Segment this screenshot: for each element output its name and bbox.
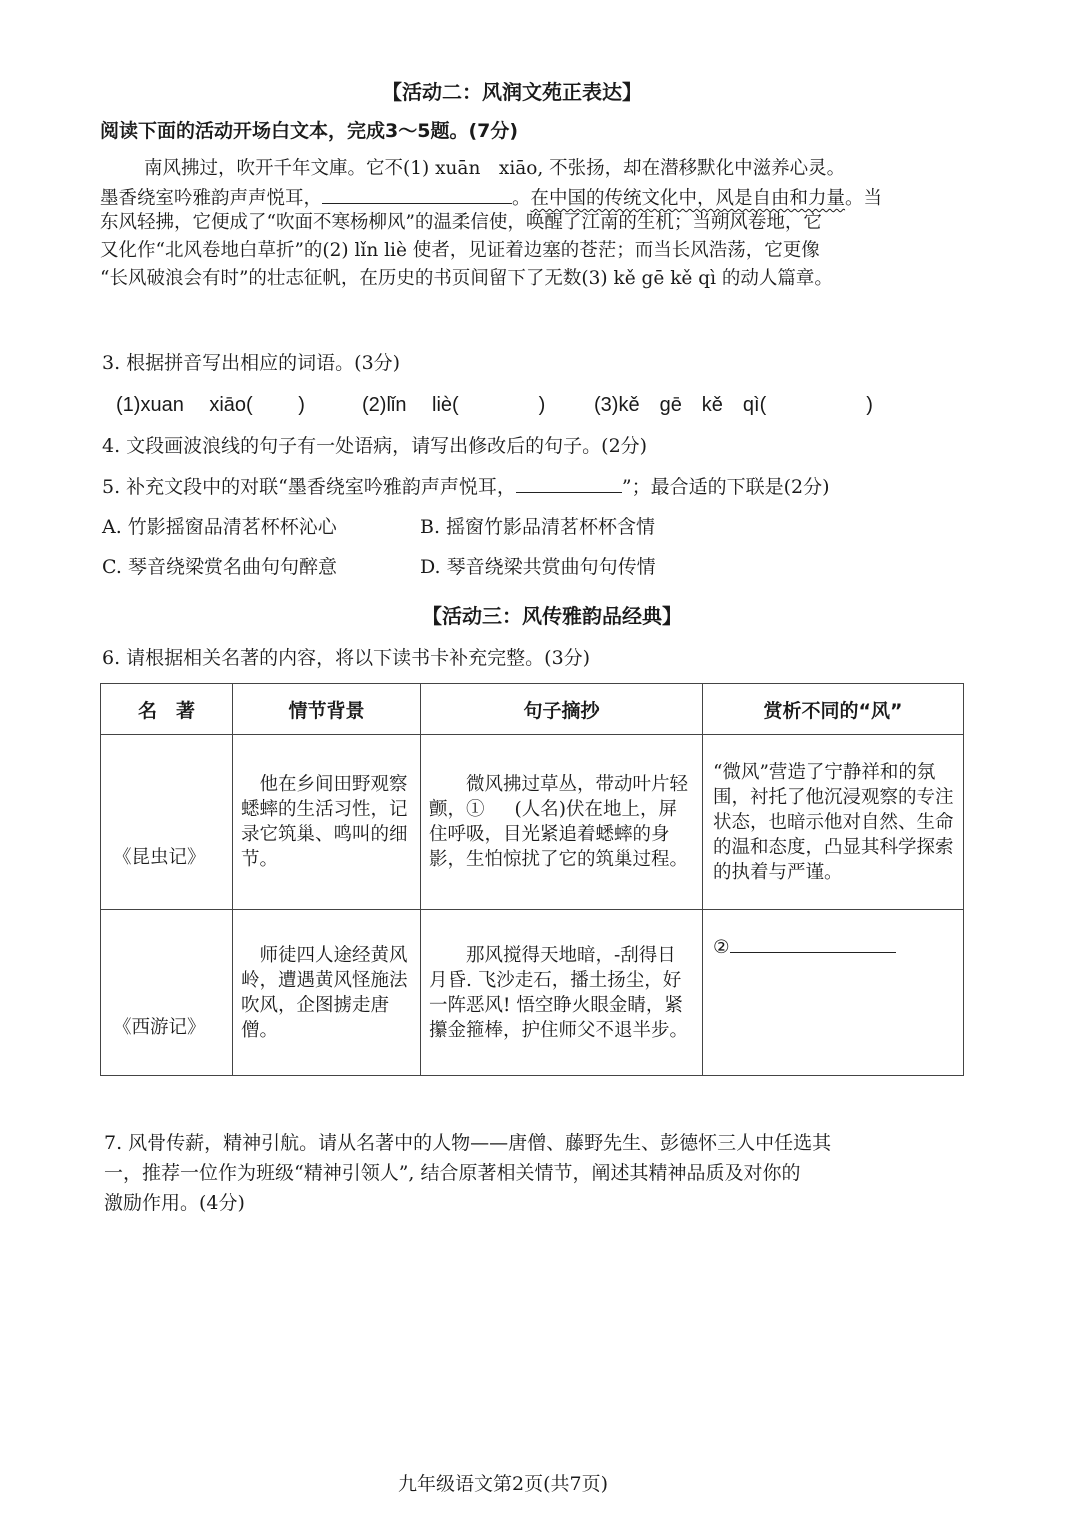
reading-card-table [100, 683, 964, 1076]
q7-line-1: 7. 风骨传薪，精神引航。请从名著中的人物——唐僧、藤野先生、彭德怀三人中任选其 [104, 1132, 832, 1154]
q4-stem: 4. 文段画波浪线的句子有一处语病，请写出修改后的句子。(2分) [102, 435, 648, 457]
header-quote: 句子摘抄 [421, 684, 703, 735]
q7-line-3: 激励作用。(4分) [104, 1192, 245, 1214]
name-blank[interactable] [485, 798, 515, 815]
plot-background: 师徒四人途经黄风岭，遭遇黄风怪施法吹风，企图掳走唐僧。 [233, 910, 421, 1076]
passage-period: 。 [512, 188, 531, 209]
blank-marker-1[interactable]: ① [466, 799, 485, 820]
q5-stem [102, 472, 830, 499]
page-footer: 九年级语文第2页(共7页) [398, 1473, 609, 1495]
activity2-instruction: 阅读下面的活动开场白文本，完成3～5题。(7分) [100, 120, 519, 142]
q5-option-d[interactable]: D. 琴音绕梁共赏曲句句传情 [420, 556, 656, 578]
plot-background: 他在乡间田野观察蟋蟀的生活习性，记录它筑巢、鸣叫的细节。 [233, 735, 421, 910]
q3-item-1[interactable]: (1)xuan xiāo( ) [116, 394, 305, 416]
q3-item-3[interactable]: (3)kě gē kě qì( ) [594, 394, 873, 416]
q3-item-2[interactable]: (2)lǐn liè( ) [362, 394, 546, 416]
q5-option-a[interactable]: A. 竹影摇窗品清茗杯杯沁心 [102, 516, 337, 538]
quote-text: 那风搅得天地暗，-刮得日月昏. 飞沙走石，播土扬尘，好一阵恶风! 悟空睁火眼金睛，紧攥金箍棒，护住师父不退半步。 [421, 910, 703, 1076]
q7-line-2: 一，推荐一位作为班级“精神引领人”, 结合原著相关情节，阐述其精神品质及对你的 [104, 1162, 801, 1184]
analysis-text: “微风”营造了宁静祥和的氛围，衬托了他沉浸观察的专注状态，也暗示他对自然、生命的温和态度，凸显其科学探索的执着与严谨。 [703, 735, 964, 910]
book-title: 《西游记》 [101, 910, 233, 1076]
passage-tail: 。当 [845, 188, 883, 209]
analysis-cell [703, 910, 964, 1076]
q3-stem: 3. 根据拼音写出相应的词语。(3分) [102, 352, 401, 374]
table-header-row [101, 684, 964, 735]
q5-option-c[interactable]: C. 琴音绕梁赏名曲句句醉意 [102, 556, 337, 578]
quote-text-a: 微风拂过草丛，带动叶片轻颤， [429, 774, 689, 820]
header-background: 情节背景 [233, 684, 421, 735]
header-analysis: 赏析不同的“风” [703, 684, 964, 735]
passage-line-4: 又化作“北风卷地白草折”的(2) lǐn liè 使者，见证着边塞的苍茫；而当长风浩荡，它更像 [100, 240, 820, 261]
table-row [101, 735, 964, 910]
activity2-title: 【活动二：风润文苑正表达】 [382, 80, 642, 104]
passage-line-5: “长风破浪会有时”的壮志征帆，在历史的书页间留下了无数(3) kě gē kě qì 的动人篇章。 [100, 268, 833, 289]
quote-cell [421, 735, 703, 910]
passage-line-3: 东风轻拂，它便成了“吹面不寒杨柳风”的温柔信使，唤醒了江南的生机；当朔风卷地，它 [100, 212, 822, 233]
table-row [101, 910, 964, 1076]
book-title: 《昆虫记》 [101, 735, 233, 910]
q5-stem-start: 5. 补充文段中的对联“墨香绕室吟雅韵声声悦耳， [102, 476, 516, 498]
activity3-title: 【活动三：风传雅韵品经典】 [422, 604, 682, 628]
q5-blank[interactable] [516, 476, 622, 493]
q5-option-b[interactable]: B. 摇窗竹影品清茗杯杯含情 [420, 516, 656, 538]
couplet-blank[interactable] [322, 187, 512, 204]
analysis-blank[interactable] [730, 934, 896, 953]
wavy-sentence: 在中国的传统文化中，风是自由和力量 [530, 188, 846, 209]
q5-stem-end: ”；最合适的下联是(2分) [621, 476, 830, 498]
quote-note: (人名) [514, 799, 566, 820]
q6-stem: 6. 请根据相关名著的内容，将以下读书卡补充完整。(3分) [102, 647, 591, 669]
couplet-upper: 墨香绕室吟雅韵声声悦耳， [100, 188, 323, 209]
blank-marker-2: ② [713, 937, 730, 958]
header-book: 名 著 [101, 684, 233, 735]
quote-text-b: 伏在地上，屏住呼吸，目光紧追着蟋蟀的身影，生怕惊扰了它的筑巢过程。 [429, 799, 689, 870]
passage-line-1: 南风拂过，吹开千年文庫。它不(1) xuān xiāo, 不张扬，却在潜移默化中滋养心灵。 [144, 158, 846, 179]
